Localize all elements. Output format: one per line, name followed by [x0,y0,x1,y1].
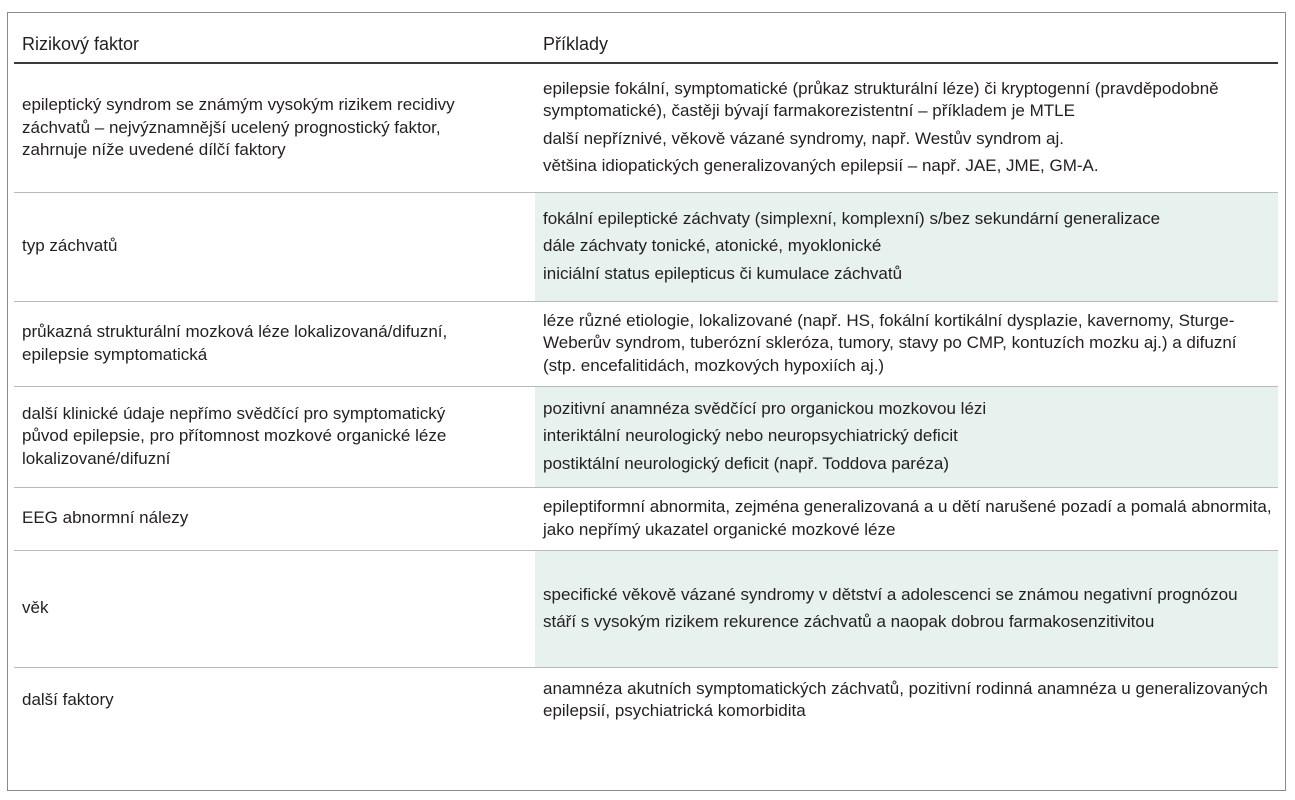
table-row [14,192,1278,301]
table-row [14,550,1278,667]
example-item: postiktální neurologický deficit (např. Toddova paréza) [543,453,950,473]
example-item: epileptiformní abnormita, zejména generalizovaná a u dětí narušené pozadí a pomalá abnormita, jako nepřímý ukazatel organické mozkové léze [543,497,1272,539]
examples-cell [535,550,1278,667]
table-row [14,301,1278,386]
examples-cell [535,386,1278,487]
example-item: anamnéza akutních symptomatických záchvatů, pozitivní rodinná anamnéza u generalizovaných epilepsií, psychiatrická komorbidita [543,678,1268,721]
header-risk-factor: Rizikový faktor [22,34,140,54]
table-header-row [14,26,1278,63]
example-item: většina idiopatických generalizovaných epilepsií – např. JAE, JME, GM-A. [543,156,1099,176]
risk-factor-table [14,26,1278,733]
risk-factor-cell: typ záchvatů [22,236,118,256]
example-item: iniciální status epilepticus či kumulace záchvatů [543,263,903,283]
example-item: léze různé etiologie, lokalizované (např. HS, fokální kortikální dysplazie, kavernomy, Sturge-Weberův syndrom, tuberózní skleróza, tumory, stavy po CMP, kontuzích mozku aj.) a difuzní (stp. encefalitidách, mozkových hypoxiích aj.) [543,310,1237,375]
examples-cell [535,63,1278,192]
example-item: epilepsie fokální, symptomatické (průkaz strukturální léze) či kryptogenní (pravděpodobně symptomatické), častěji bývají farmakorezistentní – příkladem je MTLE [543,78,1219,121]
example-item: stáří s vysokým rizikem rekurence záchvatů a naopak dobrou farmakosenzitivitou [543,612,1155,631]
examples-cell [535,301,1278,386]
examples-cell [535,192,1278,301]
header-examples: Příklady [543,34,609,54]
examples-cell [535,667,1278,733]
table-row [14,386,1278,487]
risk-factor-cell: EEG abnormní nálezy [22,508,189,528]
example-item: interiktální neurologický nebo neuropsychiatrický deficit [543,426,958,446]
example-item: pozitivní anamnéza svědčící pro organickou mozkovou lézi [543,398,987,418]
table-row [14,487,1278,550]
table-row [14,667,1278,733]
example-item: specifické věkově vázané syndromy v dětství a adolescenci se známou negativní prognózou [543,584,1238,604]
table-row [14,63,1278,192]
risk-factor-cell: věk [22,598,49,618]
risk-factor-cell: další faktory [22,690,114,709]
example-item: dále záchvaty tonické, atonické, myoklonické [543,236,882,256]
risk-factor-cell: další klinické údaje nepřímo svědčící pro symptomatický původ epilepsie, pro přítomnost mozkové organické léze lokalizované/difuzní [22,403,447,468]
risk-factor-cell: epileptický syndrom se známým vysokým rizikem recidivy záchvatů – nejvýznamnější ucelený prognostický faktor, zahrnuje níže uvedené dílčí faktory [22,95,455,159]
risk-factor-cell: průkazná strukturální mozková léze lokalizovaná/difuzní, epilepsie symptomatická [22,322,448,364]
example-item: fokální epileptické záchvaty (simplexní, komplexní) s/bez sekundární generalizace [543,208,1161,228]
examples-cell [535,487,1278,550]
table-frame [7,12,1286,791]
example-item: další nepříznivé, věkově vázané syndromy, např. Westův syndrom aj. [543,128,1064,148]
